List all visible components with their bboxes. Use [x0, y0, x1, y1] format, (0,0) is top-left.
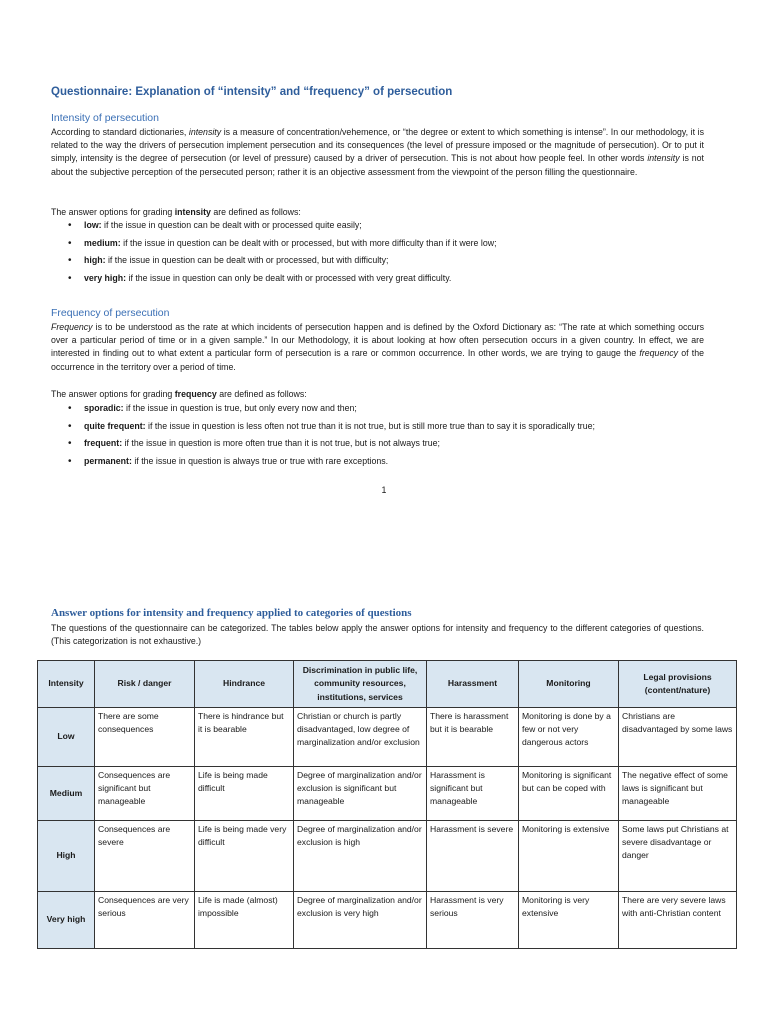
table-cell: Consequences are severe: [95, 821, 195, 892]
table-cell: There are very severe laws with anti-Christian content: [619, 892, 737, 949]
frequency-option-sporadic: • sporadic: if the issue in question is true, but only every now and then;: [84, 400, 737, 418]
table-cell: There is hindrance but it is bearable: [195, 708, 294, 767]
intensity-paragraph: According to standard dictionaries, intensity is a measure of concentration/vehemence, or “the degree or extent to which something is intense”. In our methodology, it is related to the way the drivers of persecution implement persecution and its consequences (the level of pressure imposed or the magnitude of persecution). Or to put it simply, intensity is the degree of persecution (or level of pressure) caused by a driver of persecution. This is not about how people feel. In other words intensity is not about the subjective perception of the persecuted person; rather it is an objective assessment from the viewpoint of the person filling the questionnaire.: [51, 127, 704, 177]
table-cell: Harassment is severe: [427, 821, 519, 892]
table-cell: Monitoring is very extensive: [519, 892, 619, 949]
header-legal-provisions: Legal provisions (content/nature): [619, 661, 737, 708]
frequency-paragraph: Frequency is to be understood as the rate at which incidents of persecution happen and is defined by the Oxford Dictionary as: “The rate at which something occurs over a particular period of time or in a given sample.” In our Methodology, it is about looking at how often persecution occurs in a given country. In effect, we are interested in finding out to what extent a particular form of persecution is a rare or common occurrence. In other words, we are trying to gauge the frequency of the occurrence in the territory over a period of time.: [51, 322, 704, 372]
table-cell: Consequences are significant but manageable: [95, 767, 195, 821]
intensity-option-low: • low: if the issue in question can be dealt with or processed quite easily;: [84, 217, 737, 235]
header-risk-danger: Risk / danger: [95, 661, 195, 708]
row-label: Low: [38, 708, 95, 767]
page-number: 1: [381, 485, 387, 495]
table-cell: Christian or church is partly disadvantaged, low degree of marginalization and/or exclusion: [294, 708, 427, 767]
table-row: [38, 767, 737, 821]
frequency-option-quite-frequent: • quite frequent: if the issue in question is less often not true than it is not true, but is still more true than to say it is sporadically true;: [84, 418, 737, 436]
frequency-options-intro: The answer options for grading frequency are defined as follows:: [51, 389, 307, 399]
table-cell: There is harassment but it is bearable: [427, 708, 519, 767]
answer-options-table: [37, 660, 737, 949]
table-cell: The negative effect of some laws is significant but manageable: [619, 767, 737, 821]
header-hindrance: Hindrance: [195, 661, 294, 708]
table-cell: Degree of marginalization and/or exclusion is very high: [294, 892, 427, 949]
table-cell: Monitoring is extensive: [519, 821, 619, 892]
table-cell: Some laws put Christians at severe disadvantage or danger: [619, 821, 737, 892]
frequency-option-frequent: • frequent: if the issue in question is more often true than it is not true, but is not always true;: [84, 435, 737, 453]
table-cell: Harassment is significant but manageable: [427, 767, 519, 821]
header-intensity: Intensity: [38, 661, 95, 708]
table-cell: Christians are disadvantaged by some laws: [619, 708, 737, 767]
intensity-option-very-high: • very high: if the issue in question can only be dealt with or processed with very great difficulty.: [84, 270, 737, 288]
frequency-option-permanent: • permanent: if the issue in question is always true or true with rare exceptions.: [84, 453, 737, 471]
frequency-heading: Frequency of persecution: [51, 307, 170, 319]
header-discrimination: Discrimination in public life, community resources, institutions, services: [294, 661, 427, 708]
table-cell: Harassment is very serious: [427, 892, 519, 949]
table-cell: Consequences are very serious: [95, 892, 195, 949]
intensity-options-list: [51, 217, 737, 287]
row-label: Medium: [38, 767, 95, 821]
table-row: [38, 821, 737, 892]
header-monitoring: Monitoring: [519, 661, 619, 708]
table-row: [38, 892, 737, 949]
table-cell: Degree of marginalization and/or exclusion is high: [294, 821, 427, 892]
table-cell: Monitoring is significant but can be coped with: [519, 767, 619, 821]
categories-intro: The questions of the questionnaire can be categorized. The tables below apply the answer options for intensity and frequency to the different categories of questions. (This categorization is not exhaustive.): [51, 623, 704, 647]
intensity-option-medium: • medium: if the issue in question can be dealt with or processed, but with more difficulty than if it were low;: [84, 235, 737, 253]
table-cell: Degree of marginalization and/or exclusion is significant but manageable: [294, 767, 427, 821]
table-cell: Monitoring is done by a few or not very dangerous actors: [519, 708, 619, 767]
table-header-row: [38, 661, 737, 708]
categories-heading: Answer options for intensity and frequency applied to categories of questions: [51, 607, 412, 619]
table-cell: Life is being made difficult: [195, 767, 294, 821]
row-label: High: [38, 821, 95, 892]
row-label: Very high: [38, 892, 95, 949]
intensity-options-intro: The answer options for grading intensity are defined as follows:: [51, 207, 301, 217]
header-harassment: Harassment: [427, 661, 519, 708]
document-title: Questionnaire: Explanation of “intensity” and “frequency” of persecution: [51, 86, 453, 98]
table-row: [38, 708, 737, 767]
frequency-options-list: [51, 400, 737, 470]
intensity-heading: Intensity of persecution: [51, 112, 159, 124]
table-cell: Life is made (almost) impossible: [195, 892, 294, 949]
table-cell: Life is being made very difficult: [195, 821, 294, 892]
intensity-option-high: • high: if the issue in question can be dealt with or processed, but with difficulty;: [84, 252, 737, 270]
table-cell: There are some consequences: [95, 708, 195, 767]
